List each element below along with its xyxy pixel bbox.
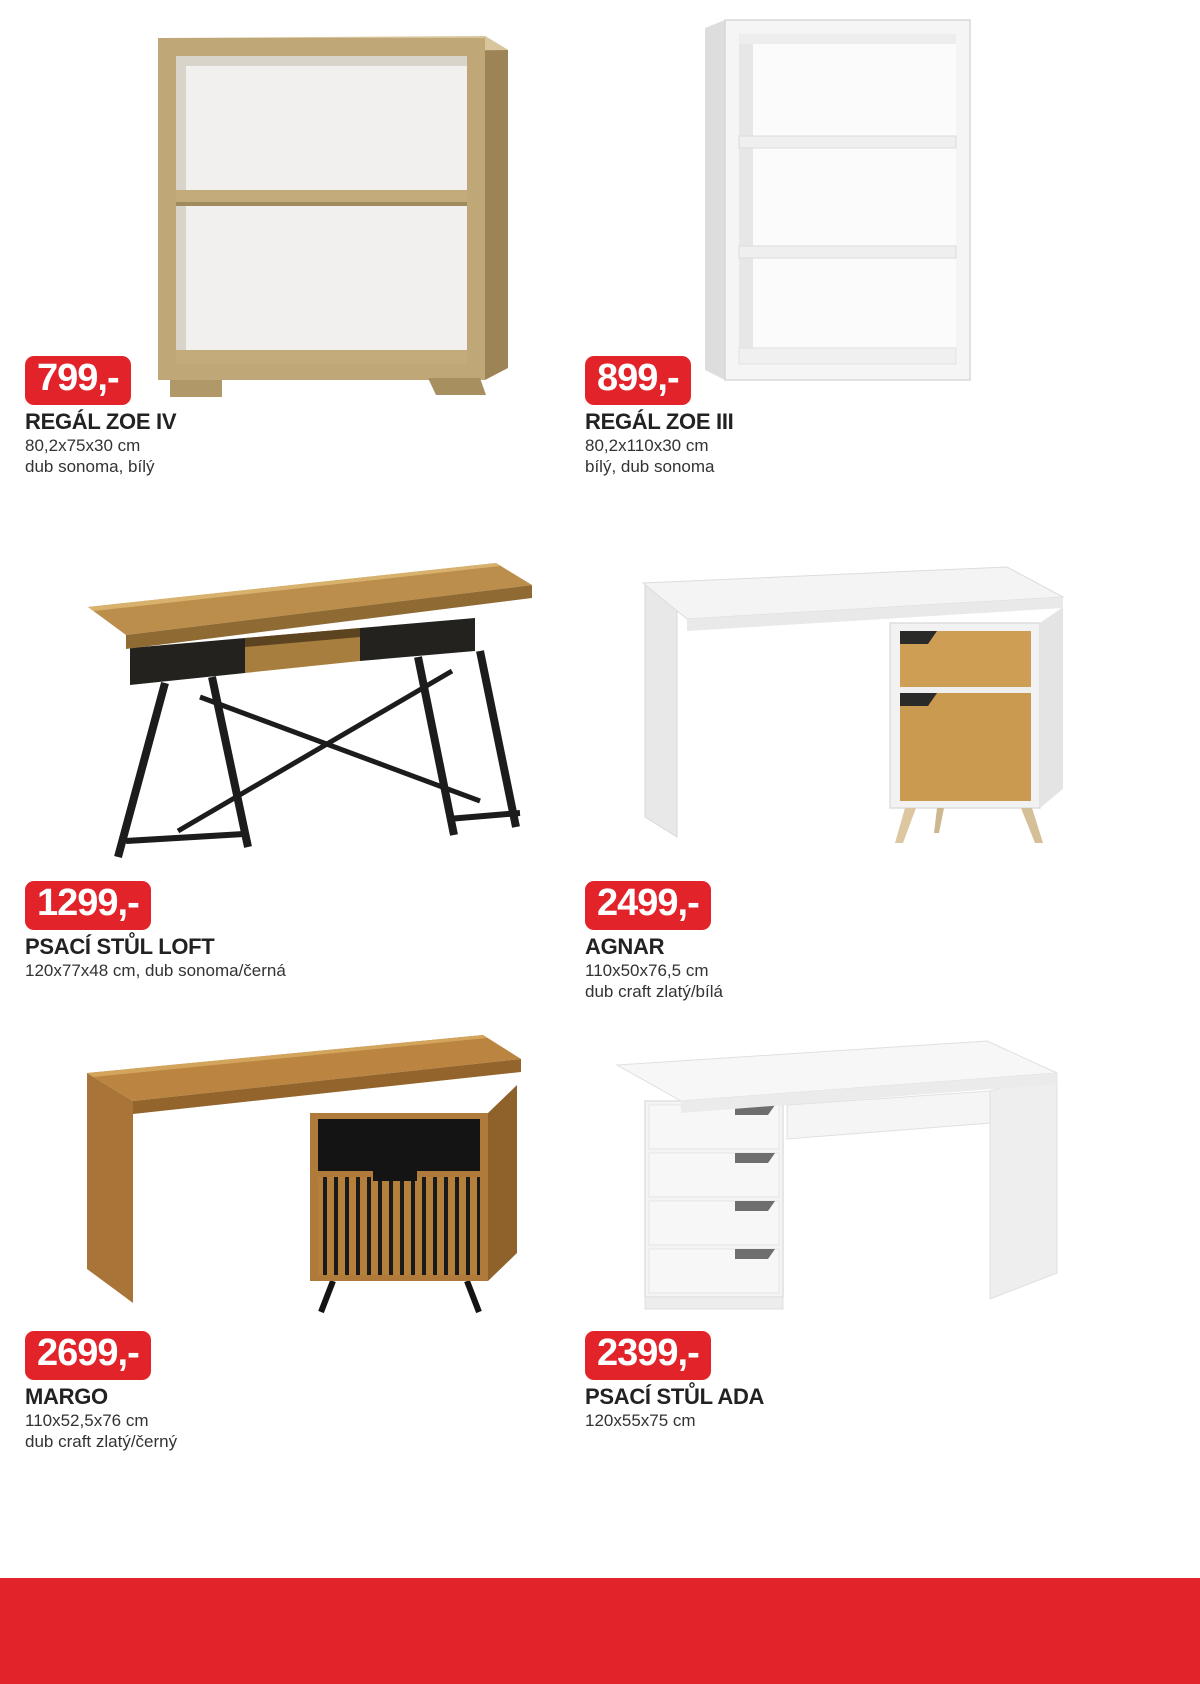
product-name: MARGO <box>25 1384 108 1409</box>
white-bookshelf-illustration <box>705 8 990 393</box>
price-badge: 899,- <box>585 356 691 405</box>
product-card-agnar <box>585 881 1135 1003</box>
white-drawer-desk-illustration <box>615 1015 1065 1325</box>
product-card-psaci-stul-ada <box>585 1331 1135 1431</box>
product-image-psaci-stul-loft <box>60 545 540 875</box>
product-image-agnar <box>635 545 1075 845</box>
product-colors: dub craft zlatý/černý <box>25 1432 178 1452</box>
product-name: PSACÍ STŮL ADA <box>585 1384 765 1409</box>
product-card-psaci-stul-loft <box>25 881 575 981</box>
price-badge: 799,- <box>25 356 131 405</box>
product-dimensions: 110x50x76,5 cm <box>585 961 709 980</box>
product-card-regal-zoe-iii <box>585 356 1135 478</box>
product-name: AGNAR <box>585 934 665 959</box>
white-oak-drawer-desk-illustration <box>635 545 1075 845</box>
product-name: REGÁL ZOE III <box>585 409 734 434</box>
product-name: REGÁL ZOE IV <box>25 409 177 434</box>
footer-red-band <box>0 1578 1200 1684</box>
product-dimensions: 120x77x48 cm, dub sonoma/černá <box>25 961 286 980</box>
price-badge: 2399,- <box>585 1331 711 1380</box>
product-dimensions: 80,2x75x30 cm <box>25 436 141 455</box>
price-badge: 2699,- <box>25 1331 151 1380</box>
price-badge: 1299,- <box>25 881 151 930</box>
product-colors: dub craft zlatý/bílá <box>585 982 723 1002</box>
product-image-regal-zoe-iii <box>705 8 990 393</box>
product-image-psaci-stul-ada <box>615 1015 1065 1325</box>
product-image-regal-zoe-iv <box>140 8 520 400</box>
oak-bookshelf-illustration <box>140 8 520 400</box>
product-card-regal-zoe-iv <box>25 356 575 478</box>
product-name: PSACÍ STŮL LOFT <box>25 934 215 959</box>
product-colors: dub sonoma, bílý <box>25 457 155 477</box>
product-dimensions: 120x55x75 cm <box>585 1411 696 1430</box>
product-image-margo <box>75 1015 525 1315</box>
product-card-margo <box>25 1331 575 1453</box>
product-colors: bílý, dub sonoma <box>585 457 715 477</box>
product-dimensions: 110x52,5x76 cm <box>25 1411 149 1430</box>
product-dimensions: 80,2x110x30 cm <box>585 436 709 455</box>
price-badge: 2499,- <box>585 881 711 930</box>
golden-oak-slat-desk-illustration <box>75 1015 525 1315</box>
oak-black-metal-desk-illustration <box>60 545 540 875</box>
